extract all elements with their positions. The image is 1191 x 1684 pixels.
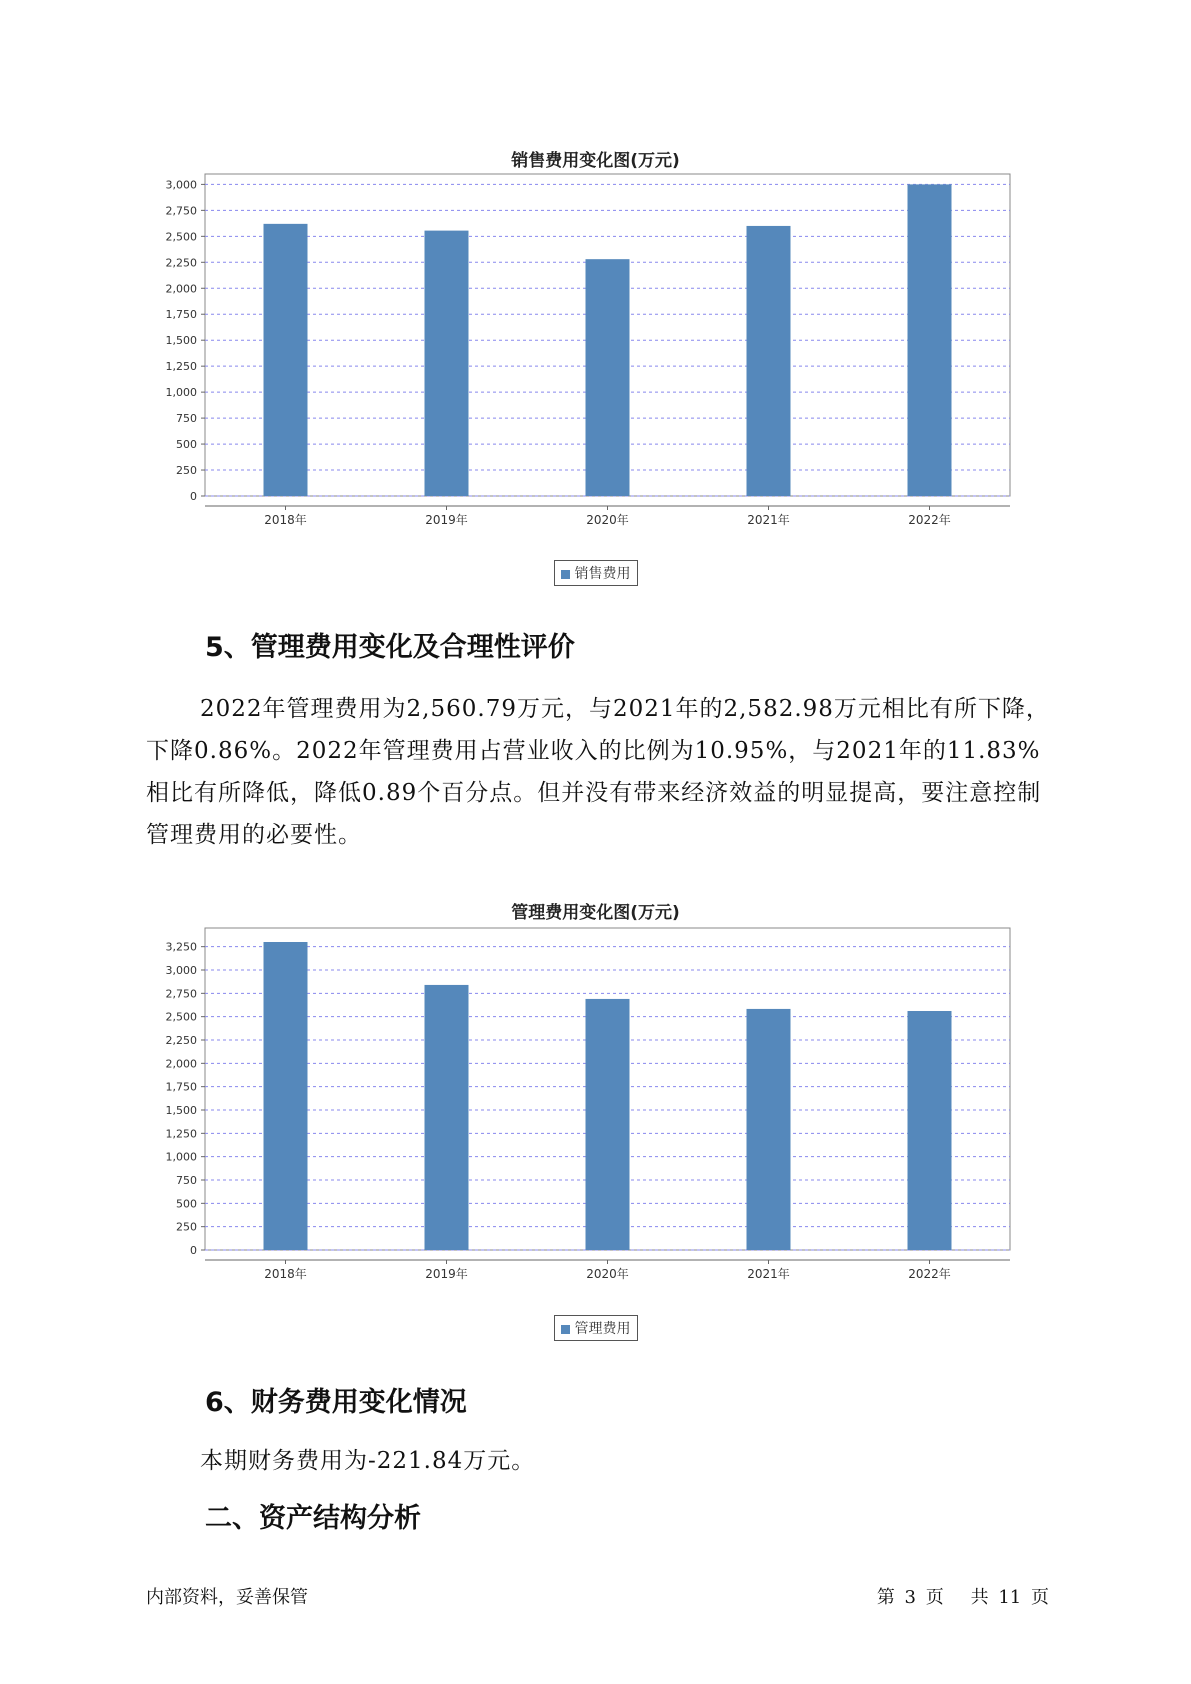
y-tick-label: 2,500	[165, 230, 197, 244]
legend-label: 管理费用	[574, 1321, 631, 1337]
bar	[264, 942, 308, 1250]
y-tick-label: 2,750	[165, 204, 197, 218]
y-tick-label: 1,000	[165, 386, 197, 400]
bar	[908, 1011, 952, 1250]
page-current: 3	[904, 1587, 916, 1608]
total-prefix: 共	[970, 1587, 989, 1608]
y-tick-label: 0	[190, 1244, 197, 1257]
y-tick-label: 1,250	[165, 360, 197, 374]
y-tick-label: 3,000	[165, 964, 197, 977]
section6-heading: 6、财务费用变化情况	[205, 1387, 467, 1418]
y-tick-label: 1,250	[165, 1127, 197, 1141]
page-unit: 页	[925, 1587, 944, 1608]
y-tick-label: 0	[190, 490, 197, 503]
y-tick-label: 1,500	[165, 334, 197, 348]
x-tick-label: 2022年	[908, 513, 951, 527]
y-tick-label: 2,000	[165, 282, 197, 296]
y-tick-label: 1,000	[165, 1150, 197, 1164]
x-tick-label: 2020年	[586, 513, 629, 527]
y-tick-label: 750	[176, 1174, 197, 1187]
y-tick-label: 1,750	[165, 1080, 197, 1094]
legend-label: 销售费用	[574, 566, 631, 582]
y-tick-label: 2,750	[165, 987, 197, 1001]
legend-swatch	[561, 570, 570, 579]
y-tick-label: 1,750	[165, 308, 197, 322]
y-tick-label: 500	[176, 1197, 197, 1211]
chart-title-admin: 管理费用变化图(万元)	[511, 903, 680, 923]
section5-paragraph: 2022年管理费用为2,560.79万元，与2021年的2,582.98万元相比有所下降，下降0.86%。2022年管理费用占营业收入的比例为10.95%，与2021年的11.83%相比有所降低，降低0.89个百分点。但并没有带来经济效益的明显提高，要注意控制管理费用的必要性。	[146, 696, 1050, 848]
x-tick-label: 2021年	[747, 513, 790, 527]
x-tick-label: 2019年	[425, 513, 468, 527]
y-tick-label: 2,250	[165, 1034, 197, 1047]
bar	[586, 999, 630, 1250]
legend-box	[554, 560, 638, 586]
total-unit: 页	[1031, 1587, 1049, 1608]
section5-heading: 5、管理费用变化及合理性评价	[205, 632, 575, 663]
footer-confidential: 内部资料，妥善保管	[146, 1587, 308, 1608]
x-tick-label: 2018年	[264, 1267, 307, 1281]
legend-swatch	[561, 1325, 570, 1334]
x-tick-label: 2022年	[908, 1267, 951, 1281]
section-two-heading: 二、资产结构分析	[205, 1503, 421, 1534]
y-tick-label: 750	[176, 412, 197, 426]
admin-expense-chart	[140, 920, 1020, 1310]
footer-page-number	[875, 1583, 1051, 1609]
x-tick-label: 2018年	[264, 513, 307, 527]
chart-legend-admin	[0, 1315, 1191, 1341]
y-tick-label: 1,500	[165, 1104, 197, 1117]
chart-title-sales: 销售费用变化图(万元)	[511, 151, 680, 171]
y-tick-label: 3,000	[165, 178, 197, 192]
legend-box	[554, 1315, 638, 1341]
bar	[747, 226, 791, 496]
x-tick-label: 2021年	[747, 1267, 790, 1281]
bar	[747, 1009, 791, 1250]
bar	[586, 259, 630, 496]
y-tick-label: 2,250	[165, 256, 197, 270]
page-total: 11	[998, 1587, 1022, 1608]
sales-expense-chart	[140, 166, 1020, 556]
y-tick-label: 3,250	[165, 940, 197, 954]
y-tick-label: 250	[176, 464, 197, 478]
y-tick-label: 250	[176, 1220, 197, 1234]
y-tick-label: 2,500	[165, 1010, 197, 1024]
bar	[264, 224, 308, 496]
y-tick-label: 2,000	[165, 1057, 197, 1071]
bar	[425, 985, 469, 1250]
section6-paragraph: 本期财务费用为-221.84万元。	[200, 1448, 536, 1474]
bar	[425, 231, 469, 496]
y-tick-label: 500	[176, 438, 197, 452]
x-tick-label: 2019年	[425, 1267, 468, 1281]
page-prefix: 第	[876, 1587, 895, 1608]
x-tick-label: 2020年	[586, 1267, 629, 1281]
bar	[908, 184, 952, 496]
chart-legend-sales	[0, 560, 1191, 586]
